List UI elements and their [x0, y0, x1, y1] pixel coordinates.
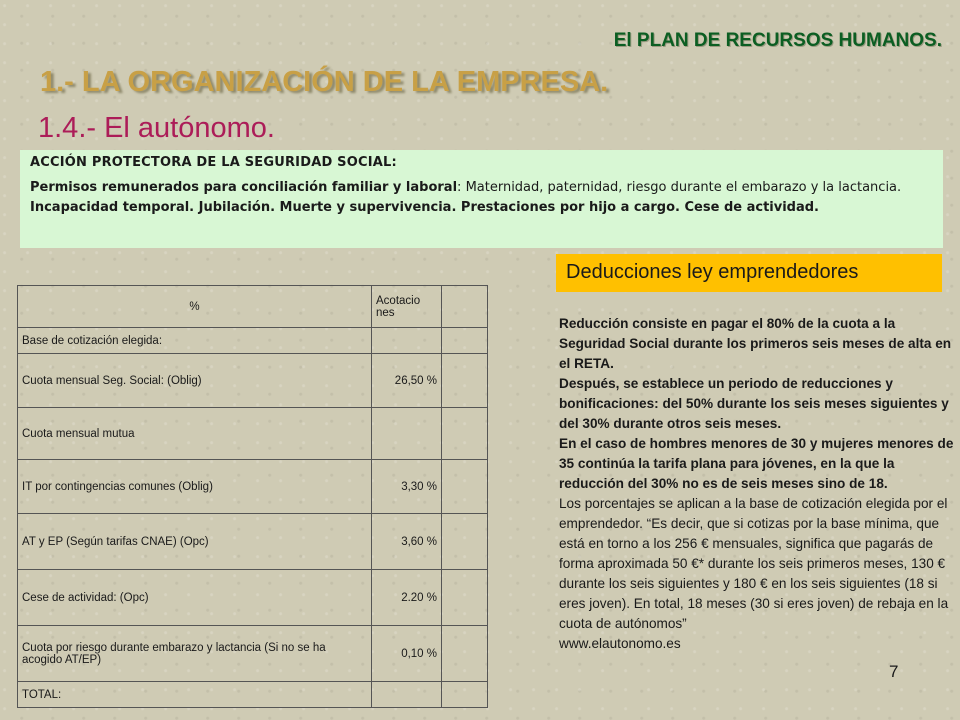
benefits-text: Incapacidad temporal. Jubilación. Muerte y supervivencia. Prestaciones por hijo a cargo. Cese de actividad.: [30, 200, 819, 215]
row-concept-main: Cuota mensual Seg. Social:: [22, 374, 164, 387]
row-concept: IT por contingencias comunes (Oblig): [18, 460, 372, 514]
deductions-paragraph-3: En el caso de hombres menores de 30 y mujeres menores de 35 continúa la tarifa plana para jóvenes, en la que la reducción del 30% no es de seis meses sino de 18.: [559, 436, 954, 491]
row-concept: [18, 354, 372, 408]
page-number: 7: [889, 662, 899, 681]
permits-text: Maternidad, paternidad, riesgo durante el embarazo y la lactancia.: [465, 180, 902, 195]
row-concept: Base de cotización elegida:: [18, 328, 372, 354]
row-concept: Cuota mensual mutua: [18, 408, 372, 460]
table-cell-empty: [442, 408, 488, 460]
row-value: 26,50 %: [372, 354, 442, 408]
row-value: 3,30 %: [372, 460, 442, 514]
row-value: 2.20 %: [372, 570, 442, 626]
table-row: [18, 460, 488, 514]
table-cell-empty: [442, 328, 488, 354]
deductions-paragraph-4: Los porcentajes se aplican a la base de cotización elegida por el emprendedor. “Es decir, que si cotizas por la base mínima, que está en torno a los 256 € mensuales, significa que pagarás de forma aproximada 50 €* durante los seis primeros meses, 130 € durante los seis siguientes y 180 € en los seis siguientes (18 si eres joven). En total, 18 meses (30 si eres joven) de rebaja en la cuota de autónomos”: [559, 496, 949, 631]
table-row: [18, 626, 488, 682]
row-value: [372, 682, 442, 708]
table-row: [18, 354, 488, 408]
permits-colon: :: [457, 180, 466, 195]
table-row: [18, 570, 488, 626]
row-concept: Cuota por riesgo durante embarazo y lactancia (Si no se ha acogido AT/EP): [18, 626, 372, 682]
row-value: [372, 408, 442, 460]
social-security-protection-box: [20, 150, 943, 248]
row-value: 0,10 %: [372, 626, 442, 682]
permits-label: Permisos remunerados para conciliación familiar y laboral: [30, 180, 458, 195]
row-concept: AT y EP (Según tarifas CNAE) (Opc): [18, 514, 372, 570]
row-concept: TOTAL:: [18, 682, 372, 708]
section-title: 1.4.- El autónomo.: [38, 112, 275, 144]
table-cell-empty: [442, 460, 488, 514]
unit-title: 1.- LA ORGANIZACIÓN DE LA EMPRESA.: [40, 66, 609, 98]
table-cell-empty: [442, 354, 488, 408]
table-row: [18, 682, 488, 708]
table-cell-empty: [442, 682, 488, 708]
row-value: [372, 328, 442, 354]
subject-title: El PLAN DE RECURSOS HUMANOS.: [613, 30, 942, 51]
deductions-header: Deducciones ley emprendedores: [556, 254, 942, 292]
header-notes: Acotacio nes: [372, 286, 442, 328]
source-link[interactable]: www.elautonomo.es: [559, 636, 681, 651]
deductions-text: [559, 314, 954, 654]
header-percent: %: [18, 286, 372, 328]
table-cell-empty: [442, 514, 488, 570]
contribution-table: [17, 285, 488, 708]
table-cell-empty: [442, 626, 488, 682]
deductions-paragraph-1: Reducción consiste en pagar el 80% de la cuota a la Seguridad Social durante los primeros seis meses de alta en el RETA.: [559, 316, 952, 371]
protection-heading: ACCIÓN PROTECTORA DE LA SEGURIDAD SOCIAL:: [30, 155, 397, 170]
table-cell-empty: [442, 570, 488, 626]
protection-body: [30, 178, 935, 218]
table-row: [18, 514, 488, 570]
table-cell-empty: [442, 286, 488, 328]
table-row: [18, 408, 488, 460]
row-value: 3,60 %: [372, 514, 442, 570]
table-header-row: [18, 286, 488, 328]
row-concept: Cese de actividad: (Opc): [18, 570, 372, 626]
table-row: [18, 328, 488, 354]
row-concept-note: (Oblig): [163, 374, 202, 387]
deductions-paragraph-2: Después, se establece un periodo de reducciones y bonificaciones: del 50% durante los seis meses siguientes y del 30% durante otros seis meses.: [559, 376, 949, 431]
